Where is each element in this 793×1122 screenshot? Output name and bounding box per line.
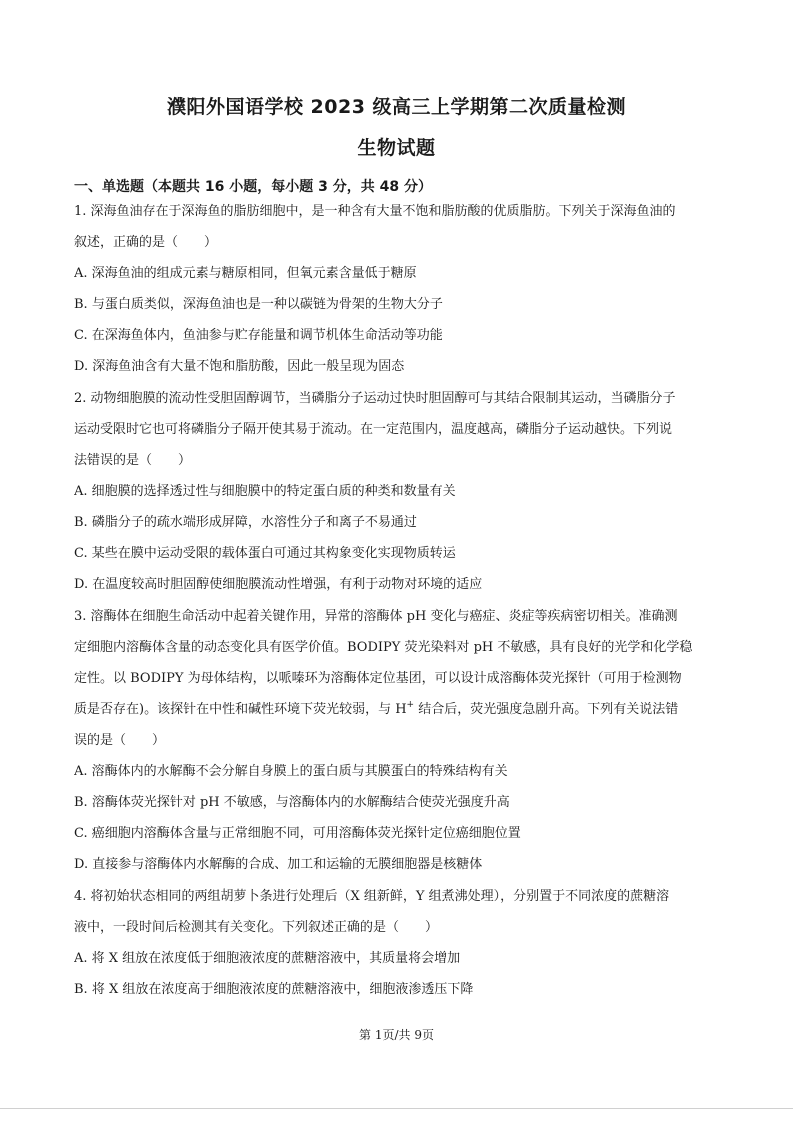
question-1-option-b: B. 与蛋白质类似，深海鱼油也是一种以碳链为骨架的生物大分子: [74, 297, 443, 312]
question-3-stem-line-4: [74, 701, 722, 719]
question-3-option-c: C. 癌细胞内溶酶体含量与正常细胞不同，可用溶酶体荧光探针定位癌细胞位置: [74, 826, 521, 841]
question-3-stem-line-3: 定性。以 BODIPY 为母体结构，以哌嗪环为溶酶体定位基团，可以设计成溶酶体荧光探针（可用于检测物: [74, 671, 682, 686]
page-number: 第 1页/共 9页: [359, 1028, 434, 1042]
question-2-option-c: C. 某些在膜中运动受限的载体蛋白可通过其构象变化实现物质转运: [74, 546, 456, 561]
question-2-stem-line-2: 运动受限时它也可将磷脂分子隔开使其易于流动。在一定范围内，温度越高，磷脂分子运动越快。下列说: [74, 422, 673, 437]
question-1-stem-line-1: 1. 深海鱼油存在于深海鱼的脂肪细胞中，是一种含有大量不饱和脂肪酸的优质脂肪。下列关于深海鱼油的: [74, 204, 676, 219]
question-2-option-d: D. 在温度较高时胆固醇使细胞膜流动性增强，有利于动物对环境的适应: [74, 577, 483, 592]
document-subtitle: 生物试题: [357, 137, 436, 159]
question-3-stem-line-2: 定细胞内溶酶体含量的动态变化具有医学价值。BODIPY 荧光染料对 pH 不敏感，具有良好的光学和化学稳: [74, 640, 693, 655]
question-2-option-b: B. 磷脂分子的疏水端形成屏障，水溶性分子和离子不易通过: [74, 515, 417, 530]
question-1-option-c: C. 在深海鱼体内，鱼油参与贮存能量和调节机体生命活动等功能: [74, 328, 443, 343]
question-3-option-d: D. 直接参与溶酶体内水解酶的合成、加工和运输的无膜细胞器是核糖体: [74, 857, 483, 872]
question-3-stem-line-4-start: 质是否存在)。该探针在中性和碱性环境下荧光较弱，与 H: [74, 702, 407, 717]
question-2-option-a: A. 细胞膜的选择透过性与细胞膜中的特定蛋白质的种类和数量有关: [74, 484, 456, 499]
question-3-option-b: B. 溶酶体荧光探针对 pH 不敏感，与溶酶体内的水解酶结合使荧光强度升高: [74, 795, 510, 810]
page-bottom-divider: [0, 1108, 793, 1109]
question-3-stem-line-4-end: 结合后，荧光强度急剧升高。下列有关说法错: [414, 702, 679, 717]
section-heading: 一、单选题（本题共 16 小题，每小题 3 分，共 48 分）: [74, 179, 432, 195]
question-1-stem-line-2: 叙述，正确的是（ ）: [74, 235, 218, 250]
question-1-option-d: D. 深海鱼油含有大量不饱和脂肪酸，因此一般呈现为固态: [74, 359, 405, 374]
hydrogen-ion-charge: +: [406, 701, 415, 710]
question-3-option-a: A. 溶酶体内的水解酶不会分解自身膜上的蛋白质与其膜蛋白的特殊结构有关: [74, 764, 508, 779]
question-1-option-a: A. 深海鱼油的组成元素与糖原相同，但氧元素含量低于糖原: [74, 266, 417, 281]
document-title: 濮阳外国语学校 2023 级高三上学期第二次质量检测: [166, 96, 627, 118]
question-3-stem-line-5: 误的是（ ）: [74, 733, 166, 748]
question-4-option-a: A. 将 X 组放在浓度低于细胞液浓度的蔗糖溶液中，其质量将会增加: [74, 951, 461, 966]
question-2-stem-line-1: 2. 动物细胞膜的流动性受胆固醇调节，当磷脂分子运动过快时胆固醇可与其结合限制其运动，当磷脂分子: [74, 391, 676, 406]
question-4-stem-line-1: 4. 将初始状态相同的两组胡萝卜条进行处理后（X 组新鲜，Y 组煮沸处理），分别置于不同浓度的蔗糖溶: [74, 889, 670, 904]
question-3-stem-line-1: 3. 溶酶体在细胞生命活动中起着关键作用，异常的溶酶体 pH 变化与癌症、炎症等疾病密切相关。准确测: [74, 609, 678, 624]
question-2-stem-line-3: 法错误的是（ ）: [74, 453, 192, 468]
question-4-stem-line-2: 液中，一段时间后检测其有关变化。下列叙述正确的是（ ）: [74, 920, 439, 935]
question-4-option-b: B. 将 X 组放在浓度高于细胞液浓度的蔗糖溶液中，细胞液渗透压下降: [74, 982, 474, 997]
